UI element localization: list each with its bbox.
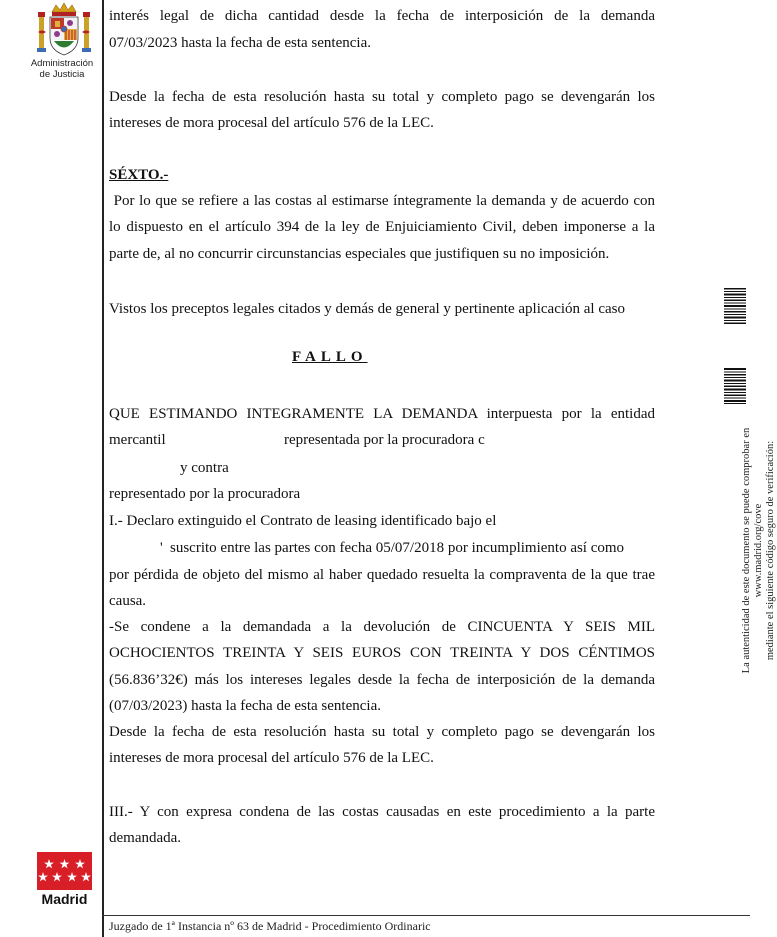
text-line: intereses de mora procesal del artículo 576 de la LEC. — [109, 115, 434, 131]
text-line: parte de, al no concurrir circunstancias especiales que justifiquen su no imposición. — [109, 246, 610, 262]
text-line: Vistos los preceptos legales citados y demás de general y pertinente aplicación al caso — [109, 301, 625, 317]
section-heading-fallo: FALLO — [292, 349, 368, 365]
text-line: (56.836’32€) más los intereses legales desde la fecha de interposición de la demanda — [109, 672, 655, 688]
text-line: Desde la fecha de esta resolución hasta su total y completo pago se devengarán los — [109, 89, 655, 105]
section-heading-sexto: SÉXTO.- — [109, 167, 169, 183]
verification-note-line2: mediante el siguiente código seguro de verificación: — [765, 440, 776, 661]
text-line: suscrito entre las partes con fecha 05/07/2018 por incumplimiento así como — [170, 540, 625, 556]
text-line: Por lo que se refiere a las costas al estimarse íntegramente la demanda y de acuerdo con — [109, 193, 656, 209]
left-margin-rule — [102, 0, 104, 937]
text-line: representado por la procuradora — [109, 486, 301, 502]
text-line: OCHOCIENTOS TREINTA Y SEIS EUROS CON TREINTA Y DOS CÉNTIMOS — [109, 645, 655, 661]
text-line: intereses de mora procesal del artículo 576 de la LEC. — [109, 750, 434, 766]
text-line: III.- Y con expresa condena de las costas causadas en este procedimiento a la parte — [109, 804, 655, 820]
text-line: 07/03/2023 hasta la fecha de esta sentencia. — [109, 35, 371, 51]
barcode-icon — [724, 288, 746, 324]
text-line: (07/03/2023) hasta la fecha de esta sentencia. — [109, 698, 381, 714]
text-line: I.- Declaro extinguido el Contrato de leasing identificado bajo el — [109, 513, 497, 529]
text-line: demandada. — [109, 830, 182, 846]
text-line: -Se condene a la demandada a la devolución de CINCUENTA Y SEIS MIL — [109, 619, 655, 635]
text-line: interés legal de dicha cantidad desde la fecha de interposición de la demanda — [109, 8, 655, 24]
text-line: por pérdida de objeto del mismo al haber quedado resuelta la compraventa de la que trae — [109, 567, 655, 583]
text-line: QUE ESTIMANDO INTEGRAMENTE LA DEMANDA interpuesta por la entidad — [109, 406, 655, 422]
coat-of-arms-icon — [36, 2, 92, 58]
text-line: ' — [160, 540, 163, 556]
text-line: causa. — [109, 593, 147, 609]
madrid-label: Madrid — [41, 891, 88, 907]
footer-rule — [102, 915, 750, 916]
text-line: Desde la fecha de esta resolución hasta su total y completo pago se devengarán los — [109, 724, 655, 740]
text-line: mercantil — [109, 432, 166, 448]
text-line: representada por la procuradora c — [284, 432, 485, 448]
verification-note — [727, 388, 776, 713]
text-line: y contra — [180, 460, 229, 476]
admin-label-line2: de Justicia — [39, 69, 85, 80]
admin-label-line1: Administración — [30, 58, 94, 69]
text-line: lo dispuesto en el artículo 394 de la ley de Enjuiciamiento Civil, deben imponerse a la — [109, 219, 655, 235]
madrid-stars-icon — [37, 852, 92, 890]
footer-court-reference: Juzgado de 1ª Instancia nº 63 de Madrid - Procedimiento Ordinaric — [109, 919, 431, 933]
administracion-justicia-label — [22, 58, 102, 80]
verification-note-line1: La autenticidad de este documento se puede comprobar en www.madrid.org/cove — [741, 427, 764, 674]
